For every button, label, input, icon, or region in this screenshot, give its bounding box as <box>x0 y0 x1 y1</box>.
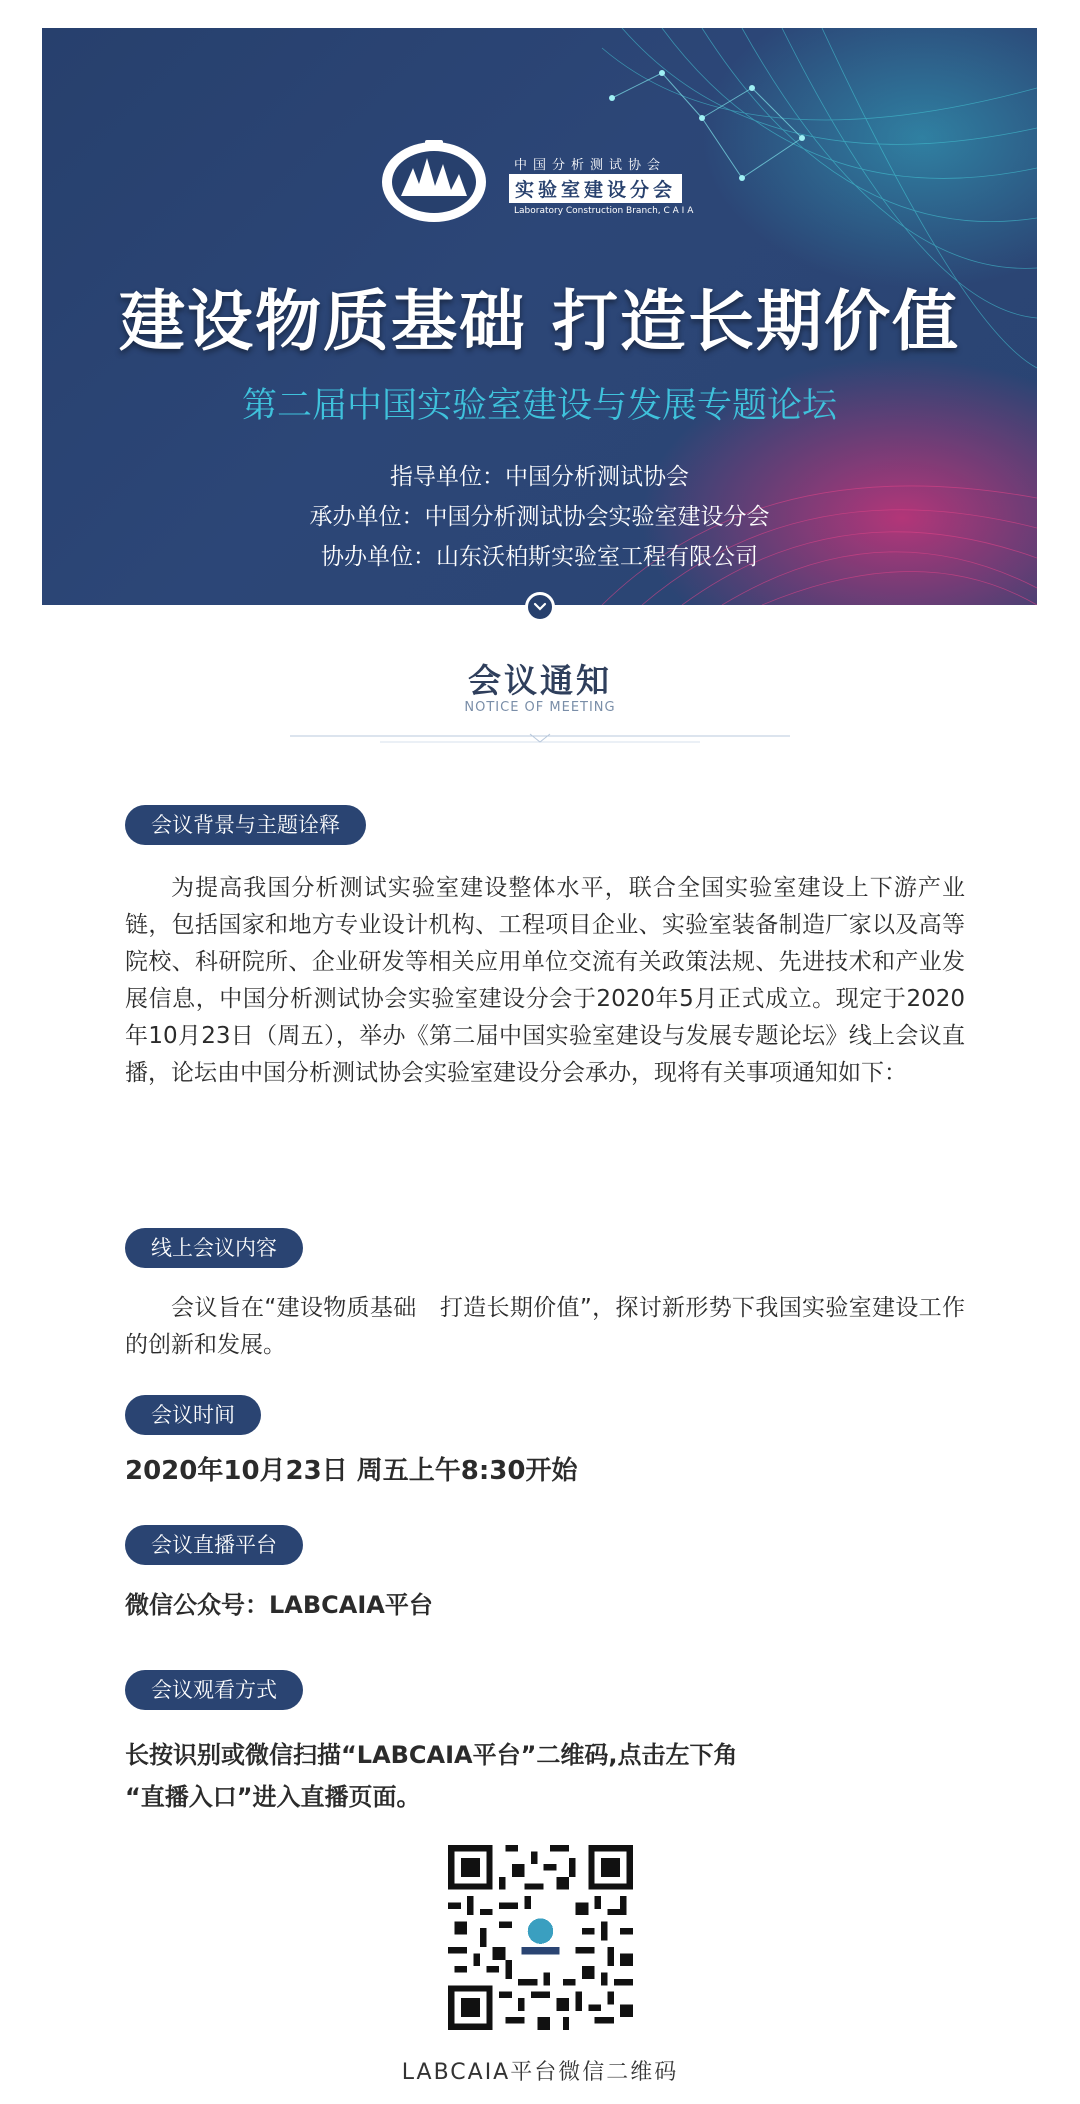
banner-headline: 建设物质基础 打造长期价值 <box>119 283 960 360</box>
qr-caption: LABCAIA平台微信二维码 <box>401 2060 679 2085</box>
section-label-platform: 会议直播平台 <box>125 1525 303 1565</box>
logo-english-name: Laboratory Construction Branch, C A I A <box>514 206 694 216</box>
content-paragraph: 会议旨在“建设物质基础 打造长期价值”，探讨新形势下我国实验室建设工作的创新和发展。 <box>125 1295 965 1358</box>
sponsor-organizer: 承办单位：中国分析测试协会实验室建设分会 <box>309 504 770 530</box>
chevron-down-icon <box>525 592 555 622</box>
notice-title: 会议通知 <box>468 661 612 700</box>
notice-subtitle: NOTICE OF MEETING <box>464 700 616 715</box>
platform-text: 微信公众号：LABCAIA平台 <box>125 1591 433 1619</box>
section-label-content: 线上会议内容 <box>125 1228 303 1268</box>
header-banner <box>42 28 1037 605</box>
logo-association-name: 中国分析测试协会 <box>514 158 667 173</box>
watch-instructions-line-1: 长按识别或微信扫描“LABCAIA平台”二维码,点击左下角 <box>125 1741 738 1769</box>
logo-branch-name: 实验室建设分会 <box>509 174 682 203</box>
forum-title: 第二届中国实验室建设与发展专题论坛 <box>241 386 837 426</box>
wechat-qr-code[interactable] <box>448 1845 633 2030</box>
notice-divider <box>290 730 790 750</box>
section-label-background: 会议背景与主题诠释 <box>125 805 366 845</box>
sponsor-co-organizer: 协办单位：山东沃柏斯实验室工程有限公司 <box>321 544 758 570</box>
section-label-watch: 会议观看方式 <box>125 1670 303 1710</box>
meeting-time: 2020年10月23日 周五上午8:30开始 <box>125 1456 578 1486</box>
watch-instructions-line-2: “直播入口”进入直播页面。 <box>125 1783 421 1811</box>
sponsor-guiding-unit: 指导单位：中国分析测试协会 <box>390 464 689 490</box>
background-paragraph: 为提高我国分析测试实验室建设整体水平，联合全国实验室建设上下游产业链，包括国家和地方专业设计机构、工程项目企业、实验室装备制造厂家以及高等院校、科研院所、企业研发等相关应用单位交流有关政策法规、先进技术和产业发展信息，中国分析测试协会实验室建设分会于2020年5月正式成立。现定于2020年10月23日（周五），举办《第二届中国实验室建设与发展专题论坛》线上会议直播，论坛由中国分析测试协会实验室建设分会承办，现将有关事项通知如下： <box>125 875 965 1086</box>
section-label-time: 会议时间 <box>125 1395 261 1435</box>
caia-emblem-icon <box>379 136 499 226</box>
association-logo <box>379 136 739 226</box>
